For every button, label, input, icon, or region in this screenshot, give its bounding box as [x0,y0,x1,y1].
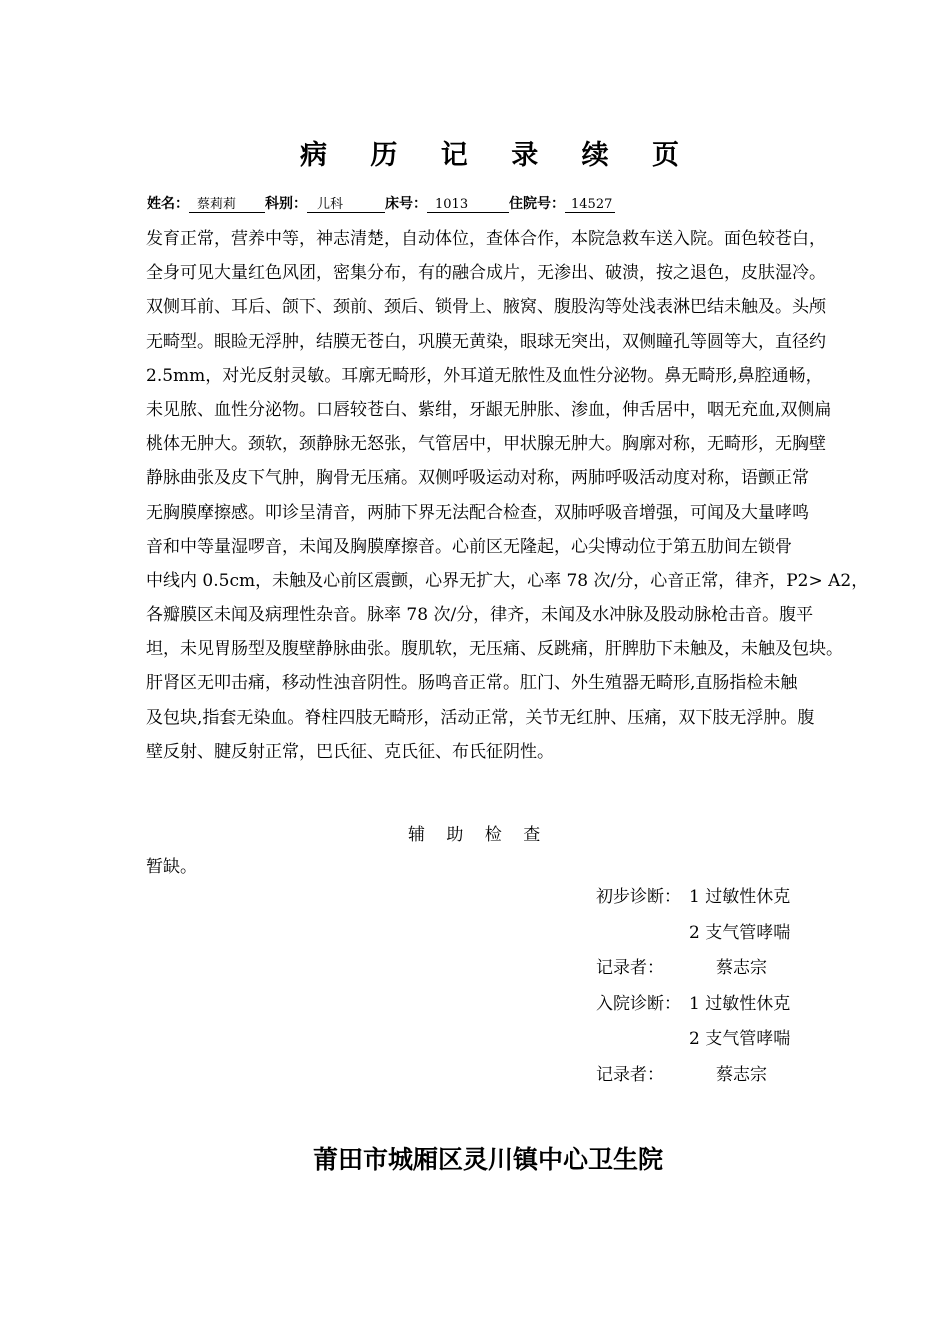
admission-label: 住院号： [509,196,565,212]
body-line: 桃体无肿大。颈软，颈静脉无怒张，气管居中，甲状腺无肿大。胸廓对称，无畸形，无胸壁 [146,434,826,455]
recorder-name: 蔡志宗 [716,958,767,978]
patient-name: 蔡莉莉 [189,197,265,213]
body-line: 及包块,指套无染血。脊柱四肢无畸形，活动正常，关节无红肿、压痛，双下肢无浮肿。腹 [146,707,815,728]
admission-number: 14527 [565,197,615,213]
body-line: 无胸膜摩擦感。叩诊呈清音，两肺下界无法配合检查，双肺呼吸音增强，可闻及大量哮鸣 [146,502,809,523]
body-line: 未见脓、血性分泌物。口唇较苍白、紫绀，牙龈无肿胀、渗血，伸舌居中，咽无充血,双侧扁 [146,399,832,420]
dept-label: 科别： [265,196,307,212]
body-line: 音和中等量湿啰音，未闻及胸膜摩擦音。心前区无隆起，心尖博动位于第五肋间左锁骨 [146,536,792,557]
body-line: 全身可见大量红色风团，密集分布，有的融合成片，无渗出、破溃，按之退色，皮肤湿冷。 [146,263,826,284]
body-line: 中线内 0.5cm，未触及心前区震颤，心界无扩大，心率 78 次/分，心音正常，律齐，P2> A2， [146,570,869,591]
admission-diagnosis-label: 入院诊断： [596,993,681,1014]
patient-info-line [147,193,615,213]
body-line: 肝肾区无叩击痛，移动性浊音阴性。肠鸣音正常。肛门、外生殖器无畸形,直肠指检未触 [146,673,798,694]
body-line: 坦，未见胃肠型及腹壁静脉曲张。腹肌软，无压痛、反跳痛，肝脾肋下未触及，未触及包块。 [146,639,843,660]
name-label: 姓名： [147,196,189,212]
bed-label: 床号： [385,196,427,212]
body-line: 2.5mm，对光反射灵敏。耳廓无畸形，外耳道无脓性及血性分泌物。鼻无畸形,鼻腔通畅， [146,365,823,386]
patient-bed: 1013 [427,197,509,213]
body-line: 各瓣膜区未闻及病理性杂音。脉率 78 次/分，律齐，未闻及水冲脉及股动脉枪击音。腹平 [146,605,814,626]
prelim-diagnosis-row [596,916,790,952]
prelim-diagnosis-item: 2 支气管哮喘 [689,922,791,943]
recorder-name: 蔡志宗 [716,1064,767,1085]
page-title: 病 历 记 录 续 页 [300,140,696,171]
patient-dept: 儿科 [307,197,385,213]
prelim-diagnosis-row [596,880,790,916]
aux-exam-heading: 辅 助 检 查 [408,825,549,845]
body-line: 双侧耳前、耳后、颌下、颈前、颈后、锁骨上、腋窝、腹股沟等处浅表淋巴结未触及。头颅 [146,297,826,318]
admission-diagnosis-row [596,1022,790,1058]
diagnosis-block [596,880,790,1093]
physical-exam-text [146,222,876,769]
prelim-diagnosis-item: 1 过敏性休克 [689,887,791,907]
body-line: 壁反射、腱反射正常，巴氏征、克氏征、布氏征阴性。 [146,741,554,762]
admission-recorder-row [596,1058,790,1094]
body-line: 静脉曲张及皮下气肿，胸骨无压痛。双侧呼吸运动对称，两肺呼吸活动度对称，语颤正常 [146,468,809,489]
body-line: 发育正常，营养中等，神志清楚，自动体位，查体合作，本院急救车送入院。面色较苍白， [146,229,826,249]
recorder-label: 记录者： [596,1064,664,1085]
recorder-label: 记录者： [596,958,664,978]
prelim-diagnosis-label: 初步诊断： [596,887,681,907]
hospital-name: 莆田市城厢区灵川镇中心卫生院 [313,1145,664,1174]
admission-diagnosis-row [596,987,790,1023]
prelim-recorder-row [596,951,790,987]
aux-exam-content: 暂缺。 [146,857,197,877]
body-line: 无畸型。眼睑无浮肿，结膜无苍白，巩膜无黄染，眼球无突出，双侧瞳孔等圆等大，直径约 [146,331,826,352]
admission-diagnosis-item: 2 支气管哮喘 [689,1029,791,1049]
admission-diagnosis-item: 1 过敏性休克 [689,993,791,1014]
